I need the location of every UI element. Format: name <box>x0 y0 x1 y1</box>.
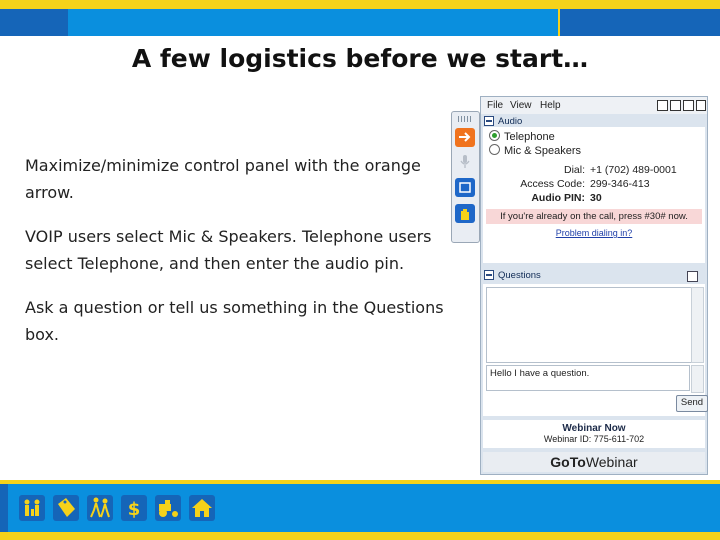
questions-log <box>486 287 692 363</box>
close-window-button[interactable] <box>696 100 706 111</box>
questions-section <box>483 284 705 416</box>
telephone-radio[interactable] <box>489 130 555 143</box>
bottom-banner <box>0 480 720 540</box>
question-input-scrollbar[interactable] <box>691 365 704 393</box>
bottom-blue-strip <box>0 484 720 532</box>
maximize-window-button[interactable] <box>683 100 694 111</box>
logo-webinar: Webinar <box>585 454 638 470</box>
banner-left-block <box>0 9 68 36</box>
questions-log-scrollbar[interactable] <box>691 287 704 363</box>
restore-window-button[interactable] <box>670 100 681 111</box>
hikers-icon <box>86 494 114 522</box>
webinar-info <box>483 420 705 448</box>
panel-menubar <box>481 97 707 114</box>
radio-selected-icon <box>489 130 500 141</box>
family-icon <box>18 494 46 522</box>
dial-label: Dial: <box>563 164 585 176</box>
bullet-audio: VOIP users select Mic & Speakers. Telephone users select Telephone, and then enter the audio pin. <box>25 227 432 273</box>
gotowebinar-logo <box>483 452 705 472</box>
screen-button[interactable] <box>455 178 475 197</box>
svg-text:$: $ <box>127 499 141 520</box>
question-input[interactable]: Hello I have a question. <box>486 365 690 391</box>
banner-right-block <box>560 9 720 36</box>
slide-body <box>25 152 455 365</box>
orange-arrow-button[interactable] <box>455 128 475 147</box>
bullet-questions: Ask a question or tell us something in the Questions box. <box>25 298 444 344</box>
screen-icon <box>455 178 475 197</box>
access-code-label: Access Code: <box>520 178 585 190</box>
questions-section-label: Questions <box>498 270 541 281</box>
menu-help[interactable]: Help <box>540 100 561 111</box>
access-code-value: 299-346-413 <box>590 178 650 190</box>
microphone-icon <box>455 152 475 171</box>
control-panel-mini-toolbar <box>451 111 480 243</box>
audio-section <box>483 127 705 263</box>
tag-icon <box>52 494 80 522</box>
bullet-control-panel: Maximize/minimize control panel with the orange arrow. <box>25 156 421 202</box>
minimize-window-button[interactable] <box>657 100 668 111</box>
problem-dialing-link[interactable]: Problem dialing in? <box>555 228 633 238</box>
tractor-icon <box>154 494 182 522</box>
already-on-call-notice: If you're already on the call, press #30# now. <box>486 209 702 224</box>
microphone-button[interactable] <box>455 152 475 171</box>
grip-handle[interactable] <box>458 116 473 122</box>
control-panel <box>480 96 708 475</box>
hand-icon <box>455 204 475 223</box>
menu-file[interactable]: File <box>487 100 504 111</box>
audio-pin-label: Audio PIN: <box>531 192 585 204</box>
arrow-right-icon <box>455 128 475 147</box>
popout-icon[interactable] <box>687 271 698 282</box>
slide-title: A few logistics before we start… <box>131 44 589 73</box>
questions-section-header[interactable] <box>484 270 702 282</box>
menu-view[interactable]: View <box>510 100 532 111</box>
webinar-name: Webinar Now <box>562 423 626 434</box>
mic-speakers-label: Mic & Speakers <box>504 145 582 157</box>
telephone-label: Telephone <box>504 131 555 143</box>
dial-value: +1 (702) 489-0001 <box>590 164 677 176</box>
audio-section-label: Audio <box>498 116 523 127</box>
send-button[interactable]: Send <box>676 395 708 412</box>
raise-hand-button[interactable] <box>455 204 475 223</box>
banner-main-block <box>68 9 558 36</box>
house-icon <box>188 494 216 522</box>
webinar-id: Webinar ID: 775-611-702 <box>543 434 645 444</box>
collapse-icon[interactable] <box>484 116 494 126</box>
mic-speakers-radio[interactable] <box>489 144 581 157</box>
audio-pin-value: 30 <box>590 192 602 204</box>
radio-unselected-icon <box>489 144 500 155</box>
collapse-icon[interactable] <box>484 270 494 280</box>
dollar-icon <box>120 494 148 522</box>
logo-goto: GoTo <box>550 454 586 470</box>
top-banner <box>0 0 720 36</box>
